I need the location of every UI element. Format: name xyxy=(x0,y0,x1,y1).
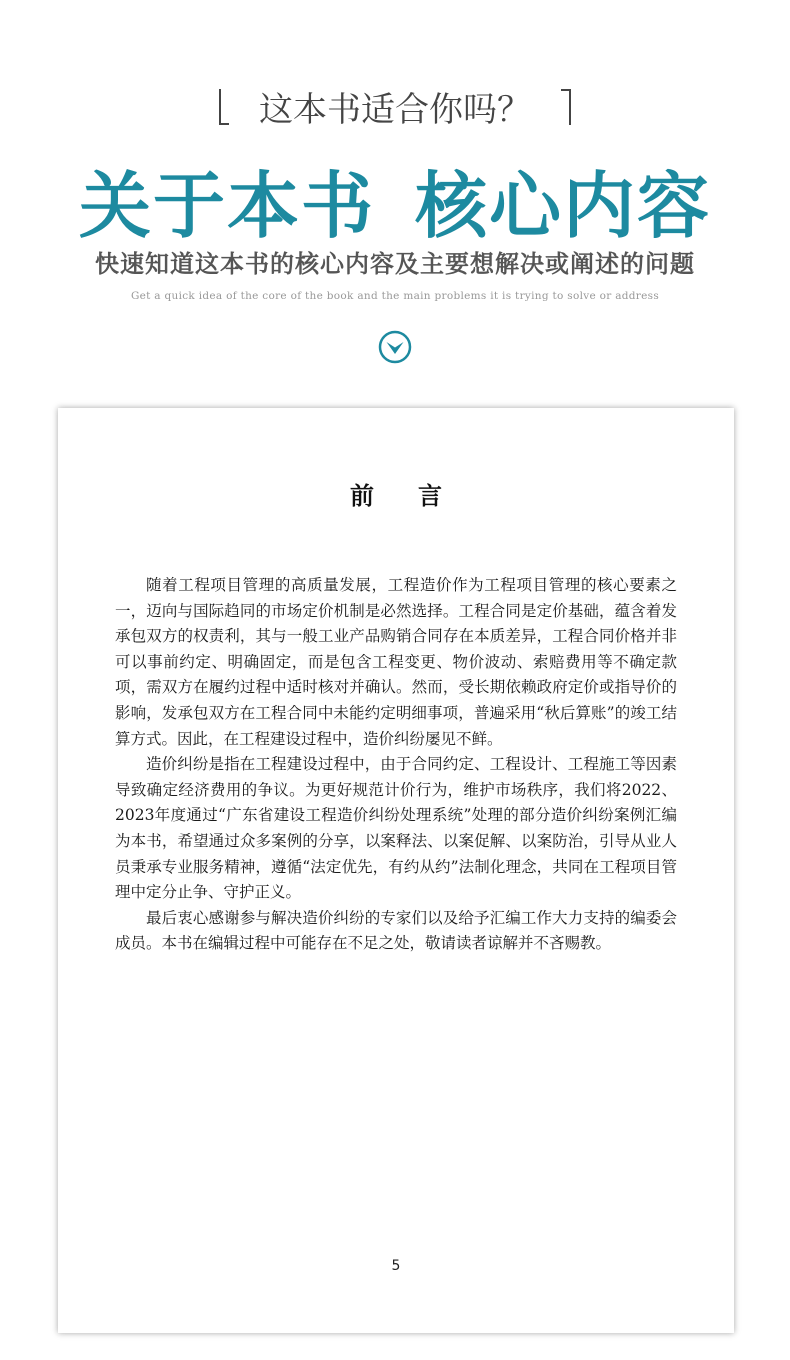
main-title-left: 关于本书 xyxy=(78,163,375,248)
subtitle-english: Get a quick idea of the core of the book and the main problems it is trying to solve or address xyxy=(130,290,660,302)
main-title xyxy=(0,148,790,252)
paragraph: 造价纠纷是指在工程建设过程中，由于合同约定、工程设计、工程施工等因素导致确定经济费用的争议。为更好规范计价行为，维护市场秩序，我们将2022、2023年度通过“广东省建设工程造价纠纷处理系统”处理的部分造价纠纷案例汇编为本书，希望通过众多案例的分享，以案释法、以案促解、以案防治，引导从业人员秉承专业服务精神，遵循“法定优先，有约从约”法制化理念，共同在工程项目管理中定分止争、守护正义。 xyxy=(115,755,677,902)
right-bracket-icon xyxy=(557,89,571,125)
subtitle: 快速知道这本书的核心内容及主要想解决或阐述的问题 xyxy=(95,249,695,278)
question-text: 这本书适合你吗？ xyxy=(259,90,531,130)
page-number: 5 xyxy=(391,1258,401,1274)
main-title-right: 核心内容 xyxy=(415,163,712,248)
left-bracket-icon xyxy=(219,89,233,125)
section-question xyxy=(0,82,790,131)
paragraph: 随着工程项目管理的高质量发展，工程造价作为工程项目管理的核心要素之一，迈向与国际趋同的市场定价机制是必然选择。工程合同是定价基础，蕴含着发承包双方的权责利，其与一般工业产品购销合同存在本质差异，工程合同价格并非可以事前约定、明确固定，而是包含工程变更、物价波动、索赔费用等不确定款项，需双方在履约过程中适时核对并确认。然而，受长期依赖政府定价或指导价的影响，发承包双方在工程合同中未能约定明细事项，普遍采用“秋后算账”的竣工结算方式。因此，在工程建设过程中，造价纠纷屡见不鲜。 xyxy=(115,576,677,748)
chevron-down-circle-icon xyxy=(378,330,412,364)
page-heading: 前言 xyxy=(350,482,486,510)
page-body xyxy=(115,573,677,957)
paragraph: 最后衷心感谢参与解决造价纠纷的专家们以及给予汇编工作大力支持的编委会成员。本书在编辑过程中可能存在不足之处，敬请读者谅解并不吝赐教。 xyxy=(115,908,677,953)
book-page xyxy=(58,408,734,1333)
